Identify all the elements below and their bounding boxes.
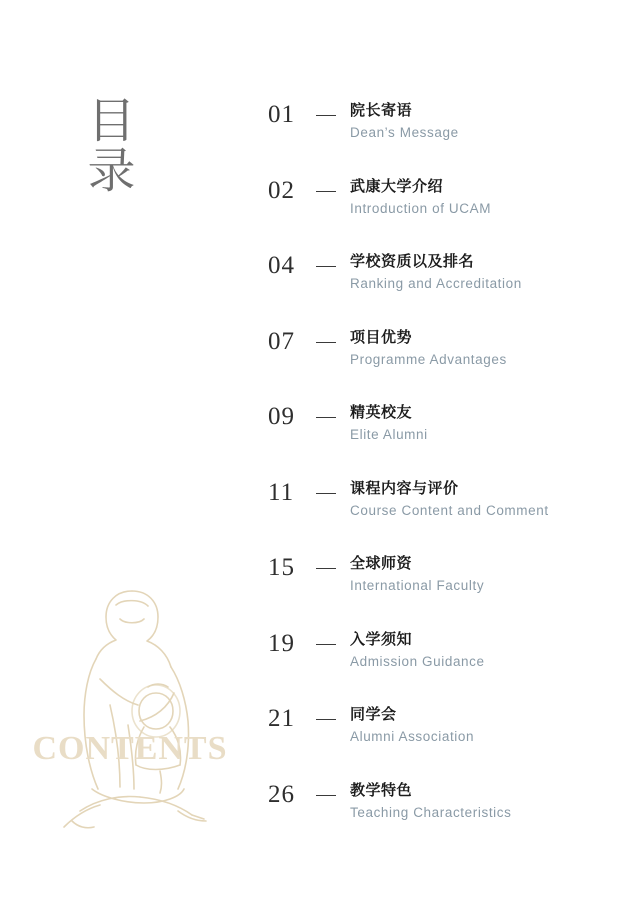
toc-label-group	[350, 478, 628, 521]
toc-label-group	[350, 780, 628, 823]
toc-item[interactable]	[268, 100, 628, 146]
toc-dash-icon	[316, 629, 338, 659]
toc-title-cn: 学校资质以及排名	[350, 252, 475, 270]
left-column	[0, 0, 252, 900]
toc-label-group	[350, 553, 628, 596]
toc-dash-icon	[316, 553, 338, 583]
toc-item[interactable]	[268, 629, 628, 675]
toc-title-cn: 院长寄语	[350, 101, 413, 119]
toc-title-cn: 同学会	[350, 705, 397, 723]
toc-label-group	[350, 251, 628, 294]
toc-title-cn: 教学特色	[350, 780, 413, 799]
toc-dash-icon	[316, 402, 338, 432]
toc-page-number: 07	[268, 327, 295, 355]
toc-page-number: 15	[268, 554, 295, 581]
toc-dash-icon	[316, 780, 338, 810]
toc-title-en: Teaching Characteristics	[350, 804, 512, 820]
toc-label-group	[350, 100, 628, 143]
toc-dash-icon	[316, 327, 338, 357]
toc-item[interactable]	[268, 402, 628, 448]
toc-label-group	[350, 176, 628, 219]
toc-item[interactable]	[268, 327, 628, 373]
toc-item[interactable]	[268, 176, 628, 222]
toc-label-group	[350, 629, 628, 672]
toc-page-number: 02	[268, 176, 295, 204]
toc-item[interactable]	[268, 780, 628, 826]
toc-page-number: 04	[268, 252, 295, 279]
toc-label-group	[350, 402, 628, 445]
toc-page-number: 19	[268, 629, 295, 657]
toc-title-en: Dean’s Message	[350, 125, 459, 140]
toc-dash-icon	[316, 251, 338, 281]
toc-label-group	[350, 704, 628, 747]
toc-page-number: 11	[268, 478, 295, 506]
toc-dash-icon	[316, 176, 338, 206]
toc-dash-icon	[316, 478, 338, 508]
toc-title-en: Introduction of UCAM	[350, 200, 492, 216]
toc-page-number: 09	[268, 403, 295, 430]
toc-dash-icon	[316, 100, 338, 130]
toc-title-en: Course Content and Comment	[350, 502, 549, 518]
toc-title-cn: 全球师资	[350, 554, 413, 572]
toc-title-en: International Faculty	[350, 578, 485, 593]
madonna-and-child-illustration	[28, 575, 240, 835]
table-of-contents	[268, 100, 628, 855]
toc-title-cn: 武康大学介绍	[350, 176, 444, 195]
toc-title-cn: 精英校友	[350, 403, 413, 421]
toc-title-en: Admission Guidance	[350, 653, 485, 669]
toc-item[interactable]	[268, 704, 628, 750]
toc-title-cn: 项目优势	[350, 327, 413, 346]
toc-title-en: Ranking and Accreditation	[350, 276, 522, 291]
toc-title-cn: 入学须知	[350, 629, 413, 648]
page-title: 目录	[78, 95, 135, 195]
toc-title-en: Elite Alumni	[350, 427, 428, 442]
toc-title-en: Programme Advantages	[350, 351, 507, 367]
toc-item[interactable]	[268, 251, 628, 297]
toc-page-number: 01	[268, 101, 295, 128]
toc-page-number: 26	[268, 780, 295, 808]
contents-decorative-word: CONTENTS	[32, 730, 228, 767]
toc-item[interactable]	[268, 553, 628, 599]
toc-label-group	[350, 327, 628, 370]
toc-item[interactable]	[268, 478, 628, 524]
toc-title-cn: 课程内容与评价	[350, 478, 459, 497]
toc-title-en: Alumni Association	[350, 729, 475, 744]
toc-dash-icon	[316, 704, 338, 734]
toc-page-number: 21	[268, 705, 295, 732]
